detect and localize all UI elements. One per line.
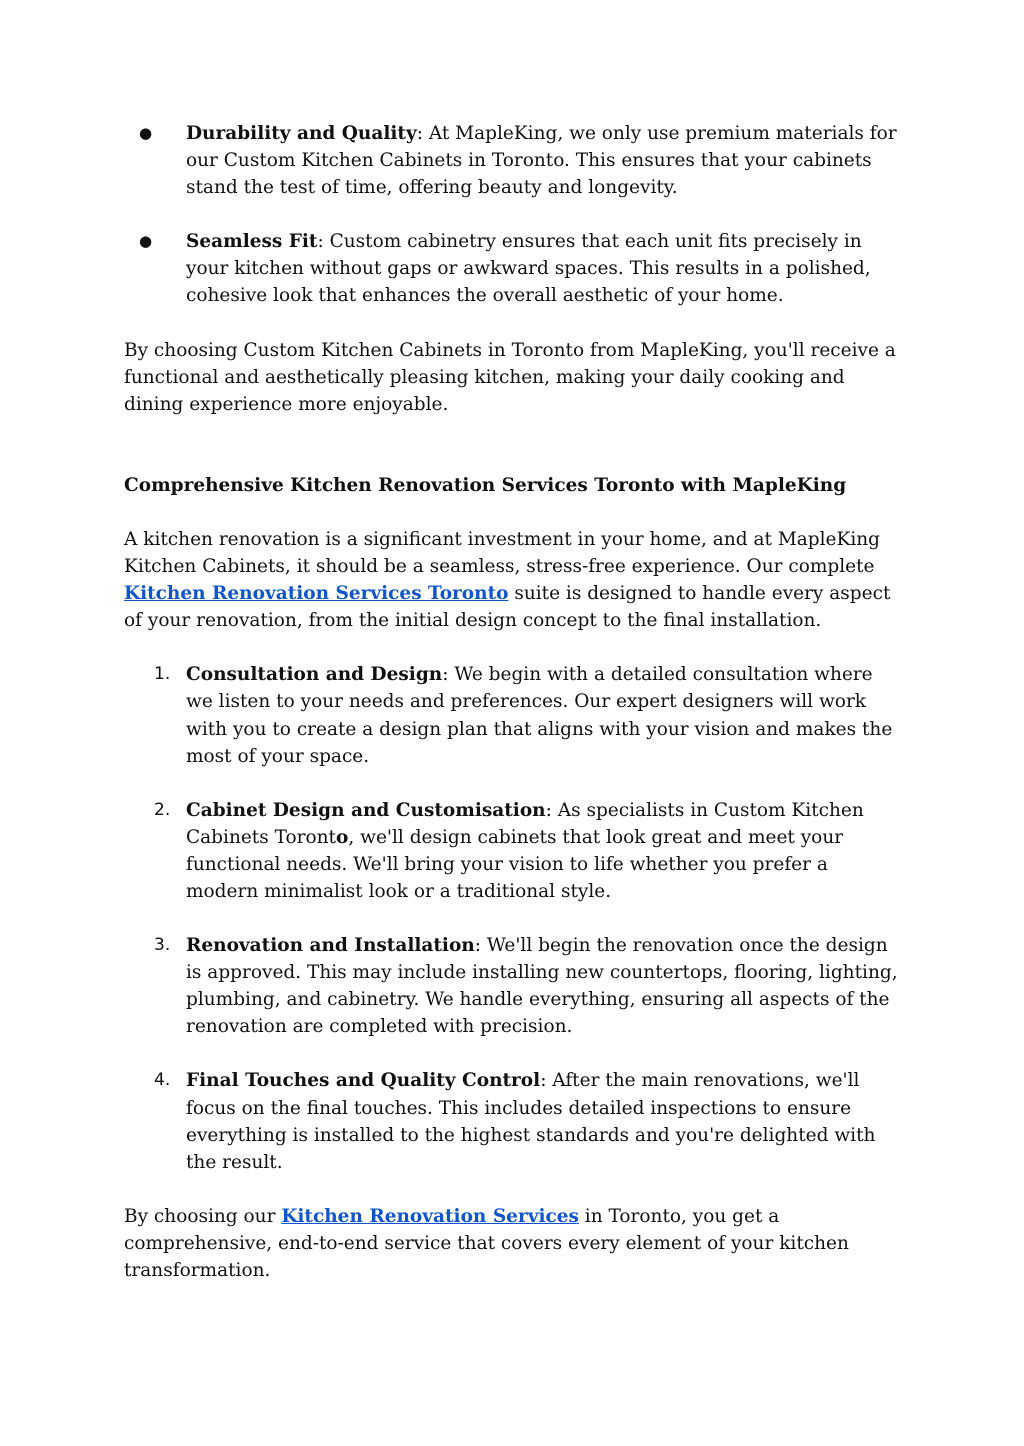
step-title: Renovation and Installation	[186, 935, 475, 957]
bullet-title: Durability and Quality	[186, 123, 417, 144]
step-number: 2.	[154, 799, 171, 820]
intro-text-before: A kitchen renovation is a significant investment in your home, and at MapleKing Kitchen Cabinets, it should be a seamless, stress-free experience. Our complete	[124, 528, 880, 578]
bullet-item-seamless-fit	[124, 228, 900, 309]
intro-paragraph	[124, 526, 900, 634]
spacer	[124, 1040, 900, 1067]
spacer	[124, 310, 900, 337]
spacer	[124, 1176, 900, 1203]
step-text-after: , we'll design cabinets that look great and meet your functional needs. We'll bring your vision to life whether you prefer a modern minimalist look or a traditional style.	[186, 826, 844, 902]
spacer	[124, 201, 900, 228]
step-item-final-touches	[124, 1067, 900, 1175]
steps-numbered-list	[124, 661, 900, 1176]
step-title: Final Touches and Quality Control	[186, 1070, 541, 1092]
features-bullet-list	[124, 120, 900, 310]
step-item-renovation	[124, 932, 900, 1040]
bullet-text: : At MapleKing, we only use premium materials for our Custom Kitchen Cabinets in Toronto. This ensures that your cabinets stand the test of time, offering beauty and longevity.	[186, 123, 897, 199]
summary-paragraph: By choosing Custom Kitchen Cabinets in Toronto from MapleKing, you'll receive a functional and aesthetically pleasing kitchen, making your daily cooking and dining experience more enjoyable.	[124, 339, 896, 415]
spacer	[124, 770, 900, 797]
step-text: : We begin with a detailed consultation where we listen to your needs and preferences. Our expert designers will work with you to create a design plan that aligns with your vision and makes the most of your space.	[186, 664, 893, 767]
section-heading: Comprehensive Kitchen Renovation Services Toronto with MapleKing	[124, 474, 847, 496]
spacer	[124, 905, 900, 932]
step-number: 3.	[154, 935, 171, 956]
step-text-before: : As specialists in Custom Kitchen Cabinets Toront	[186, 799, 864, 848]
spacer	[124, 499, 900, 526]
bullet-marker: ●	[139, 124, 153, 142]
document-page	[124, 120, 900, 1284]
step-number: 1.	[154, 664, 171, 685]
step-title: Consultation and Design	[186, 664, 443, 686]
bullet-item-durability	[124, 120, 900, 201]
bullet-marker: ●	[139, 232, 153, 251]
kitchen-renovation-services-toronto-link[interactable]: Kitchen Renovation Services Toronto	[124, 583, 509, 605]
step-text: : After the main renovations, we'll focus on the final touches. This includes detailed inspections to ensure everything is installed to the highest standards and you're delighted with the result.	[186, 1070, 876, 1173]
closing-paragraph	[124, 1203, 900, 1284]
closing-text-before: By choosing our	[124, 1205, 282, 1227]
spacer	[124, 418, 900, 472]
closing-text-after: in Toronto, you get a comprehensive, end-to-end service that covers every element of your kitchen transformation.	[124, 1205, 849, 1281]
step-item-cabinet-design	[124, 797, 900, 905]
bullet-title: Seamless Fit	[186, 231, 318, 253]
step-bold-letter: o	[336, 826, 349, 848]
intro-text-after: suite is designed to handle every aspect of your renovation, from the initial design concept to the final installation.	[124, 583, 891, 632]
step-number: 4.	[154, 1070, 171, 1091]
spacer	[124, 634, 900, 661]
kitchen-renovation-services-link[interactable]: Kitchen Renovation Services	[281, 1205, 579, 1227]
bullet-text: : Custom cabinetry ensures that each unit fits precisely in your kitchen without gaps or awkward spaces. This results in a polished, cohesive look that enhances the overall aesthetic of your home.	[186, 231, 871, 307]
step-text: : We'll begin the renovation once the design is approved. This may include installing new countertops, flooring, lighting, plumbing, and cabinetry. We handle everything, ensuring all aspects of the renovation are completed with precision.	[186, 935, 898, 1038]
step-item-consultation	[124, 661, 900, 769]
step-title: Cabinet Design and Customisation	[186, 799, 546, 821]
